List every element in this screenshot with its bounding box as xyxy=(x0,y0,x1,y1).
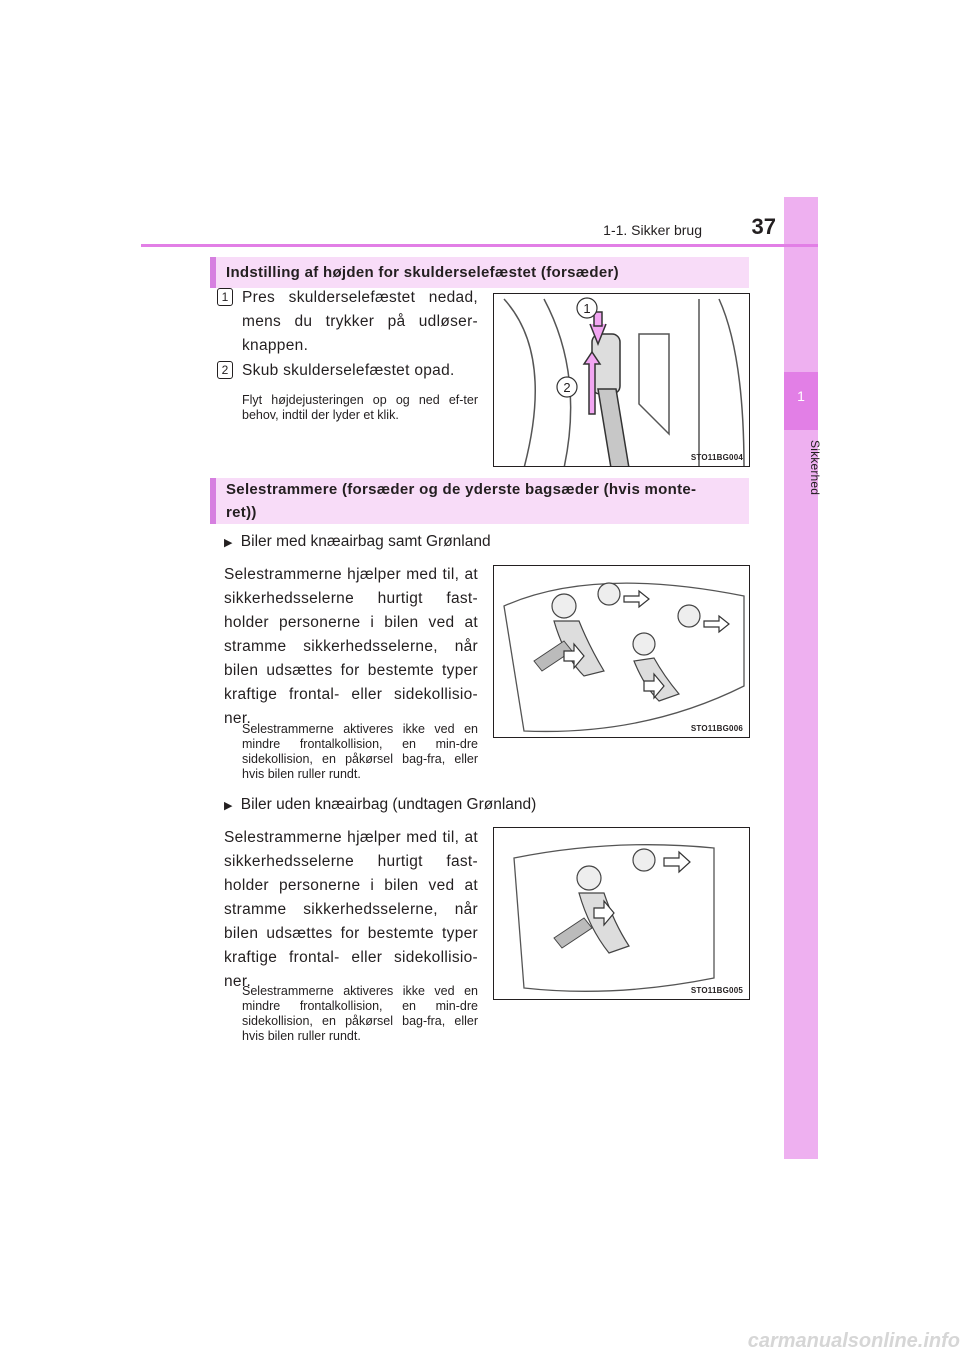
section-heading-line2: ret)) xyxy=(226,504,257,521)
note-text-2: Selestrammerne aktiveres ikke ved en mindre frontalkollision, en min-dre sidekollision, en påkørsel bag-fra, eller hvis bilen ruller rundt. xyxy=(242,984,478,1043)
note-text-1: Selestrammerne aktiveres ikke ved en mindre frontalkollision, en min-dre sidekollision, en påkørsel bag-fra, eller hvis bilen ruller rundt. xyxy=(242,722,478,781)
chapter-tab xyxy=(784,197,818,1159)
section-heading-line1: Selestrammere (forsæder og de yderste bagsæder (hvis monte- xyxy=(226,481,697,498)
bullet-triangle-icon: ▶ xyxy=(224,800,233,812)
callout-2: 2 xyxy=(563,380,571,395)
page-number: 37 xyxy=(751,214,776,239)
car-interior-illustration xyxy=(494,828,750,1000)
bullet-text: Biler med knæairbag samt Grønland xyxy=(240,533,491,550)
section-heading-text: Indstilling af højden for skulderselefæstet (forsæder) xyxy=(226,264,619,281)
header-rule xyxy=(141,244,818,247)
body-text-2: Selestrammerne hjælper med til, at sikkerhedsselerne hurtigt fast-holder personerne i bilen ved at stramme sikkerhedsselerne, når bilen udsættes for bestemte typer kraftige frontal- eller sidekollisio-ner. xyxy=(224,829,478,990)
chapter-label: Sikkerhed xyxy=(808,440,822,496)
figure-shoulder-anchor xyxy=(493,293,750,467)
bullet-with-knee-airbag xyxy=(224,533,724,551)
step-text-1: Pres skulderselefæstet nedad, mens du trykker på udløser-knappen. xyxy=(242,289,478,354)
shoulder-anchor-illustration xyxy=(494,294,750,467)
step-number-2: 2 xyxy=(217,361,233,379)
section-heading-pretensioners xyxy=(210,478,749,524)
step-note: Flyt højdejusteringen op og ned ef-ter behov, indtil der lyder et klik. xyxy=(242,393,478,422)
chapter-number: 1 xyxy=(797,388,805,404)
figure-with-knee-airbag xyxy=(493,565,750,738)
section-heading-shoulder-anchor xyxy=(210,257,749,288)
step-text-2: Skub skulderselefæstet opad. xyxy=(242,362,455,379)
body-text-1: Selestrammerne hjælper med til, at sikkerhedsselerne hurtigt fast-holder personerne i bilen ved at stramme sikkerhedsselerne, når bilen udsættes for bestemte typer kraftige frontal- eller sidekollisio-ner. xyxy=(224,566,478,727)
figure-code: STO11BG005 xyxy=(690,986,743,995)
section-title: 1-1. Sikker brug xyxy=(603,222,702,238)
callout-1: 1 xyxy=(583,301,591,316)
figure-without-knee-airbag xyxy=(493,827,750,1000)
bullet-without-knee-airbag xyxy=(224,796,724,814)
car-interior-illustration xyxy=(494,566,750,738)
watermark: carmanualsonline.info xyxy=(747,1330,960,1352)
figure-code: STO11BG004 xyxy=(690,453,743,462)
bullet-triangle-icon: ▶ xyxy=(224,537,233,549)
step-number-1: 1 xyxy=(217,288,233,306)
bullet-text: Biler uden knæairbag (undtagen Grønland) xyxy=(240,796,537,813)
figure-code: STO11BG006 xyxy=(690,724,743,733)
